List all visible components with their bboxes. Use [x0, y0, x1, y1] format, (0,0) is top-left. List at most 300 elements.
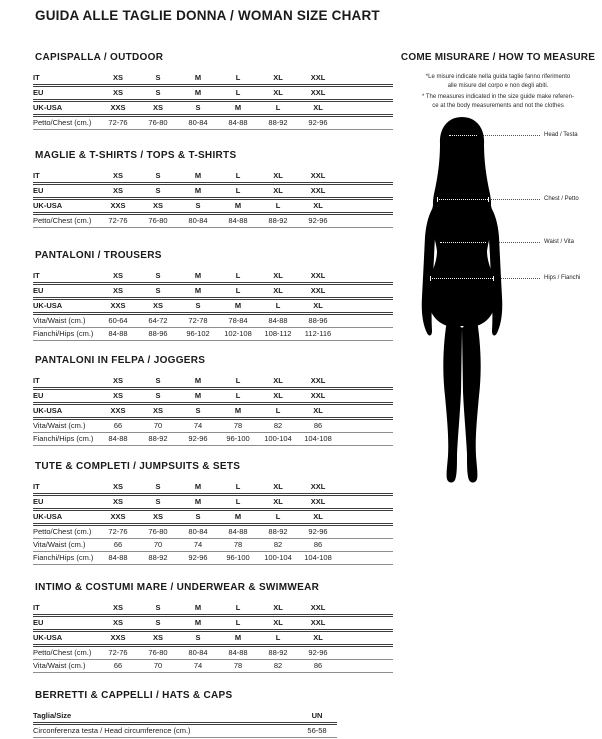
row-label: Petto/Chest (cm.)	[33, 525, 98, 539]
size-cell: L	[218, 602, 258, 616]
row-label: UK-USA	[33, 199, 98, 214]
size-section	[33, 355, 397, 446]
filler-cell	[338, 284, 393, 299]
size-cell: M	[178, 86, 218, 101]
size-cell: M	[178, 284, 218, 299]
silhouette-torso	[428, 184, 497, 326]
size-cell: 86	[298, 419, 338, 433]
table-row	[33, 404, 393, 419]
size-cell: S	[178, 404, 218, 419]
size-cell: L	[218, 481, 258, 495]
size-cell: S	[138, 602, 178, 616]
row-label: Vita/Waist (cm.)	[33, 539, 98, 552]
size-cell: 88-92	[258, 116, 298, 130]
table-row	[33, 170, 393, 184]
row-label: UK-USA	[33, 299, 98, 314]
size-cell: 78	[218, 660, 258, 673]
size-cell: 96-100	[218, 552, 258, 565]
size-cell: S	[138, 86, 178, 101]
size-cell: 72-76	[98, 214, 138, 228]
size-cell: L	[218, 184, 258, 199]
size-cell: M	[178, 602, 218, 616]
size-cell: 72-78	[178, 314, 218, 328]
note-line: * The measures indicated in the size guide make referen-	[422, 94, 574, 100]
size-cell: 92-96	[178, 552, 218, 565]
size-cell: 66	[98, 419, 138, 433]
size-cell: 70	[138, 539, 178, 552]
size-cell: XXS	[98, 101, 138, 116]
size-cell: XL	[258, 389, 298, 404]
size-cell: XS	[138, 299, 178, 314]
table-row	[33, 646, 393, 660]
size-cell: XXL	[298, 389, 338, 404]
size-cell: 102-108	[218, 328, 258, 341]
size-cell: S	[138, 389, 178, 404]
size-cell: 100-104	[258, 433, 298, 446]
hips-line-overlay	[430, 278, 493, 279]
size-cell: XXL	[298, 184, 338, 199]
size-cell: XXL	[298, 616, 338, 631]
size-cell: M	[178, 616, 218, 631]
size-cell: XL	[258, 616, 298, 631]
filler-cell	[338, 495, 393, 510]
size-cell: XXL	[298, 495, 338, 510]
size-cell: XS	[98, 72, 138, 86]
row-label: Taglia/Size	[33, 710, 297, 724]
size-cell: M	[178, 495, 218, 510]
size-cell: XXS	[98, 631, 138, 646]
filler-cell	[338, 199, 393, 214]
size-cell: 76-80	[138, 646, 178, 660]
size-cell: 80-84	[178, 646, 218, 660]
size-cell: S	[178, 101, 218, 116]
section-heading: MAGLIE & T-SHIRTS / TOPS & T-SHIRTS	[35, 150, 237, 161]
size-cell: XL	[298, 631, 338, 646]
size-cell: 56-58	[297, 724, 337, 738]
size-cell: 72-76	[98, 116, 138, 130]
size-cell: 84-88	[218, 116, 258, 130]
filler-cell	[338, 86, 393, 101]
size-cell: XS	[98, 184, 138, 199]
size-cell: 66	[98, 539, 138, 552]
size-cell: 74	[178, 419, 218, 433]
size-cell: 92-96	[298, 116, 338, 130]
filler-cell	[338, 404, 393, 419]
table-row	[33, 184, 393, 199]
size-cell: XXL	[298, 602, 338, 616]
row-label: EU	[33, 184, 98, 199]
size-cell: 78-84	[218, 314, 258, 328]
measure-heading: COME MISURARE / HOW TO MEASURE	[400, 52, 596, 63]
filler-cell	[338, 299, 393, 314]
table-row	[33, 602, 393, 616]
hips-tick-right	[493, 276, 494, 281]
size-table	[33, 72, 393, 130]
size-cell: 64-72	[138, 314, 178, 328]
row-label: IT	[33, 481, 98, 495]
size-section	[33, 250, 397, 341]
size-cell: M	[178, 184, 218, 199]
size-cell: L	[218, 616, 258, 631]
size-cell: 84-88	[98, 552, 138, 565]
size-cell: XS	[98, 86, 138, 101]
size-cell: XXS	[98, 510, 138, 525]
filler-cell	[338, 510, 393, 525]
size-cell: XXS	[98, 404, 138, 419]
table-row	[33, 710, 337, 724]
size-cell: 80-84	[178, 525, 218, 539]
row-label: Petto/Chest (cm.)	[33, 214, 98, 228]
size-cell: M	[218, 199, 258, 214]
row-label: Fianchi/Hips (cm.)	[33, 552, 98, 565]
silhouette-right-leg	[462, 314, 481, 483]
row-label: IT	[33, 270, 98, 284]
filler-cell	[338, 270, 393, 284]
size-cell: XS	[98, 270, 138, 284]
size-section	[33, 150, 397, 228]
size-cell: 82	[258, 539, 298, 552]
table-row	[33, 199, 393, 214]
size-cell: M	[178, 270, 218, 284]
size-cell: XS	[138, 510, 178, 525]
size-cell: 96-102	[178, 328, 218, 341]
size-cell: XS	[98, 481, 138, 495]
size-cell: 76-80	[138, 116, 178, 130]
table-row	[33, 552, 393, 565]
size-cell: XL	[258, 602, 298, 616]
size-cell: S	[138, 284, 178, 299]
size-cell: L	[218, 170, 258, 184]
size-table	[33, 270, 393, 341]
size-cell: XS	[138, 199, 178, 214]
size-cell: L	[218, 495, 258, 510]
table-row	[33, 375, 393, 389]
size-cell: L	[218, 375, 258, 389]
table-row	[33, 631, 393, 646]
size-cell: S	[138, 170, 178, 184]
size-cell: XL	[258, 284, 298, 299]
hips-tick-left	[430, 276, 431, 281]
filler-cell	[338, 101, 393, 116]
size-cell: XL	[258, 481, 298, 495]
size-cell: S	[138, 270, 178, 284]
size-cell: 76-80	[138, 525, 178, 539]
size-cell: XS	[138, 631, 178, 646]
size-cell: M	[218, 101, 258, 116]
filler-cell	[338, 170, 393, 184]
size-cell: L	[258, 299, 298, 314]
size-cell: M	[178, 170, 218, 184]
row-label: Vita/Waist (cm.)	[33, 419, 98, 433]
size-cell: 88-96	[138, 328, 178, 341]
filler-cell	[338, 389, 393, 404]
size-cell: 74	[178, 660, 218, 673]
table-row	[33, 510, 393, 525]
filler-cell	[338, 116, 393, 130]
size-cell: XS	[98, 170, 138, 184]
size-cell: XL	[298, 510, 338, 525]
filler-cell	[338, 375, 393, 389]
size-cell: XS	[98, 284, 138, 299]
size-cell: S	[178, 199, 218, 214]
size-cell: 92-96	[298, 646, 338, 660]
size-cell: XL	[258, 375, 298, 389]
size-cell: XL	[258, 184, 298, 199]
size-cell: 88-92	[138, 552, 178, 565]
row-label: Fianchi/Hips (cm.)	[33, 433, 98, 446]
row-label: Fianchi/Hips (cm.)	[33, 328, 98, 341]
row-label: EU	[33, 389, 98, 404]
size-cell: XL	[258, 170, 298, 184]
silhouette-left-leg	[443, 314, 462, 483]
size-cell: 88-92	[258, 525, 298, 539]
table-row	[33, 86, 393, 101]
size-cell: S	[138, 72, 178, 86]
filler-cell	[338, 184, 393, 199]
head-measure-label: Head / Testa	[544, 132, 578, 138]
size-cell: 82	[258, 660, 298, 673]
filler-cell	[338, 616, 393, 631]
chest-line-overlay	[437, 199, 488, 200]
section-heading: TUTE & COMPLETI / JUMPSUITS & SETS	[35, 461, 241, 472]
table-row	[33, 389, 393, 404]
row-label: Petto/Chest (cm.)	[33, 646, 98, 660]
size-cell: 82	[258, 419, 298, 433]
note-line: ce at the body measurements and not the clothes	[432, 102, 564, 109]
size-cell: 74	[178, 539, 218, 552]
filler-cell	[338, 328, 393, 341]
size-cell: 70	[138, 660, 178, 673]
filler-cell	[338, 660, 393, 673]
size-cell: M	[218, 404, 258, 419]
size-section	[33, 461, 397, 565]
size-cell: XL	[258, 270, 298, 284]
size-cell: 76-80	[138, 214, 178, 228]
size-cell: 86	[298, 660, 338, 673]
row-label: Vita/Waist (cm.)	[33, 660, 98, 673]
size-cell: L	[218, 86, 258, 101]
size-cell: 112-116	[298, 328, 338, 341]
size-cell: 88-92	[258, 214, 298, 228]
silhouette-head	[446, 118, 478, 162]
size-cell: 84-88	[218, 525, 258, 539]
waist-measure-label: Waist / Vita	[544, 239, 575, 245]
measure-note-italian	[398, 73, 598, 90]
size-cell: XXL	[298, 284, 338, 299]
size-cell: 78	[218, 539, 258, 552]
size-cell: XS	[98, 375, 138, 389]
size-cell: XL	[298, 404, 338, 419]
size-table	[33, 170, 393, 228]
size-cell: XL	[298, 199, 338, 214]
size-cell: L	[258, 404, 298, 419]
head-line-overlay	[449, 135, 477, 136]
size-cell: XXS	[98, 299, 138, 314]
size-cell: 84-88	[258, 314, 298, 328]
table-row	[33, 433, 393, 446]
size-cell: S	[138, 481, 178, 495]
size-section	[33, 52, 397, 130]
row-label: EU	[33, 284, 98, 299]
size-cell: 84-88	[98, 433, 138, 446]
size-cell: 84-88	[218, 646, 258, 660]
size-cell: 66	[98, 660, 138, 673]
size-cell: 70	[138, 419, 178, 433]
table-row	[33, 116, 393, 130]
size-section	[33, 582, 397, 673]
size-cell: XXL	[298, 375, 338, 389]
size-cell: XL	[298, 299, 338, 314]
note-line: *Le misure indicate nella guida taglie fanno riferimento	[425, 74, 571, 80]
size-cell: M	[178, 389, 218, 404]
size-cell: M	[178, 375, 218, 389]
size-cell: XS	[98, 389, 138, 404]
filler-cell	[338, 602, 393, 616]
row-label: UK-USA	[33, 404, 98, 419]
size-cell: 78	[218, 419, 258, 433]
table-row	[33, 72, 393, 86]
size-cell: L	[258, 631, 298, 646]
filler-cell	[338, 646, 393, 660]
size-cell: XS	[98, 602, 138, 616]
measure-note-english	[398, 93, 598, 110]
size-cell: 92-96	[178, 433, 218, 446]
size-cell: XL	[258, 495, 298, 510]
size-cell: 92-96	[298, 214, 338, 228]
size-cell: 92-96	[298, 525, 338, 539]
size-cell: L	[218, 72, 258, 86]
chest-measure-label: Chest / Petto	[544, 196, 579, 202]
size-cell: M	[218, 510, 258, 525]
row-label: UK-USA	[33, 510, 98, 525]
section-heading: CAPISPALLA / OUTDOOR	[35, 52, 164, 63]
row-label: IT	[33, 170, 98, 184]
size-section	[33, 690, 397, 738]
table-row	[33, 328, 393, 341]
size-cell: 60-64	[98, 314, 138, 328]
filler-cell	[338, 419, 393, 433]
size-cell: S	[178, 510, 218, 525]
chest-tick-right	[488, 197, 489, 202]
size-cell: 86	[298, 539, 338, 552]
size-cell: M	[178, 481, 218, 495]
size-cell: 100-104	[258, 552, 298, 565]
row-label: Petto/Chest (cm.)	[33, 116, 98, 130]
filler-cell	[338, 539, 393, 552]
size-cell: S	[138, 375, 178, 389]
row-label: IT	[33, 375, 98, 389]
size-table	[33, 375, 393, 446]
size-cell: XXL	[298, 72, 338, 86]
size-cell: 88-92	[138, 433, 178, 446]
table-row	[33, 724, 337, 738]
size-cell: XXL	[298, 170, 338, 184]
note-line: alle misure del corpo e non degli abiti.	[447, 82, 549, 89]
filler-cell	[338, 481, 393, 495]
size-table	[33, 710, 337, 738]
size-cell: 104-108	[298, 552, 338, 565]
size-cell: XS	[98, 616, 138, 631]
row-label: UK-USA	[33, 101, 98, 116]
row-label: EU	[33, 86, 98, 101]
filler-cell	[338, 525, 393, 539]
row-label: UK-USA	[33, 631, 98, 646]
section-heading: PANTALONI / TROUSERS	[35, 250, 162, 261]
size-cell: XXL	[298, 86, 338, 101]
size-cell: 80-84	[178, 116, 218, 130]
table-row	[33, 101, 393, 116]
filler-cell	[338, 72, 393, 86]
size-cell: XL	[258, 86, 298, 101]
size-cell: S	[138, 184, 178, 199]
size-cell: L	[258, 199, 298, 214]
size-cell: 84-88	[98, 328, 138, 341]
table-row	[33, 525, 393, 539]
size-cell: 88-92	[258, 646, 298, 660]
size-cell: XS	[98, 495, 138, 510]
table-row	[33, 660, 393, 673]
size-cell: 108-112	[258, 328, 298, 341]
size-cell: M	[218, 299, 258, 314]
size-cell: XL	[258, 72, 298, 86]
table-row	[33, 481, 393, 495]
size-cell: 88-96	[298, 314, 338, 328]
size-cell: L	[258, 510, 298, 525]
size-cell: M	[178, 72, 218, 86]
section-heading: BERRETTI & CAPPELLI / HATS & CAPS	[35, 690, 233, 701]
table-row	[33, 495, 393, 510]
table-row	[33, 284, 393, 299]
size-cell: UN	[297, 710, 337, 724]
table-row	[33, 314, 393, 328]
table-row	[33, 299, 393, 314]
filler-cell	[338, 631, 393, 646]
row-label: EU	[33, 616, 98, 631]
table-row	[33, 419, 393, 433]
table-row	[33, 270, 393, 284]
row-label: IT	[33, 602, 98, 616]
size-cell: S	[178, 631, 218, 646]
size-cell: L	[218, 389, 258, 404]
size-cell: 72-76	[98, 525, 138, 539]
table-row	[33, 214, 393, 228]
size-cell: S	[178, 299, 218, 314]
size-cell: 80-84	[178, 214, 218, 228]
row-label: Vita/Waist (cm.)	[33, 314, 98, 328]
size-cell: XXL	[298, 270, 338, 284]
size-cell: XL	[298, 101, 338, 116]
size-cell: XXS	[98, 199, 138, 214]
section-heading: INTIMO & COSTUMI MARE / UNDERWEAR & SWIMWEAR	[35, 582, 320, 593]
row-label: IT	[33, 72, 98, 86]
size-cell: XXL	[298, 481, 338, 495]
size-cell: L	[258, 101, 298, 116]
size-cell: L	[218, 284, 258, 299]
size-cell: 72-76	[98, 646, 138, 660]
table-row	[33, 539, 393, 552]
size-cell: 104-108	[298, 433, 338, 446]
size-table	[33, 481, 393, 565]
size-cell: 84-88	[218, 214, 258, 228]
table-row	[33, 616, 393, 631]
page-title: GUIDA ALLE TAGLIE DONNA / WOMAN SIZE CHART	[35, 8, 380, 23]
waist-line-overlay	[440, 242, 486, 243]
size-cell: L	[218, 270, 258, 284]
filler-cell	[338, 552, 393, 565]
woman-silhouette	[415, 116, 505, 484]
size-cell: S	[138, 616, 178, 631]
size-table	[33, 602, 393, 673]
